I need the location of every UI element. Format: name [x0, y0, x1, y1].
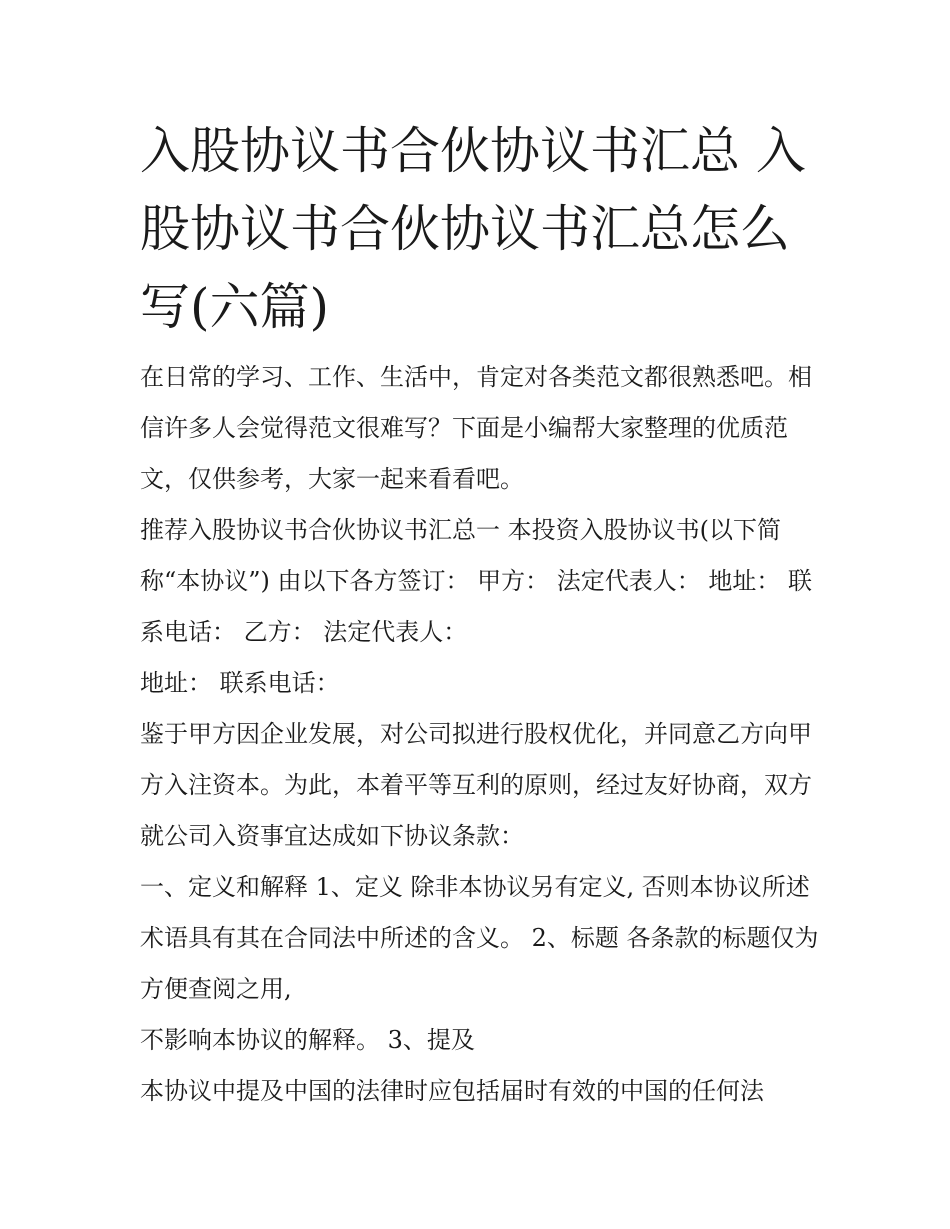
paragraph-intro: 在日常的学习、工作、生活中，肯定对各类范文都很熟悉吧。相信许多人会觉得范文很难写？下面是小编帮大家整理的优质范文，仅供参考，大家一起来看看吧。 — [140, 363, 812, 493]
paragraph-address: 地址： 联系电话： — [140, 669, 340, 697]
paragraph-law: 本协议中提及中国的法律时应包括届时有效的中国的任何法 — [140, 1077, 764, 1105]
paragraph-reference: 不影响本协议的解释。 3、提及 — [140, 1026, 475, 1054]
document-body — [140, 352, 820, 1117]
paragraph-definitions: 一、定义和解释 1、定义 除非本协议另有定义, 否则本协议所述术语具有其在合同法中所述的含义。 2、标题 各条款的标题仅为方便查阅之用, — [140, 873, 819, 1003]
document-title: 入股协议书合伙协议书汇总 入股协议书合伙协议书汇总怎么写(六篇) — [140, 122, 806, 336]
paragraph-recital: 鉴于甲方因企业发展，对公司拟进行股权优化，并同意乙方向甲方入注资本。为此，本着平等互利的原则，经过友好协商，双方就公司入资事宜达成如下协议条款： — [140, 720, 812, 850]
paragraph-parties: 推荐入股协议书合伙协议书汇总一 本投资入股协议书(以下简称“本协议”) 由以下各方签订： 甲方： 法定代表人： 地址： 联系电话： 乙方： 法定代表人： — [140, 516, 813, 646]
